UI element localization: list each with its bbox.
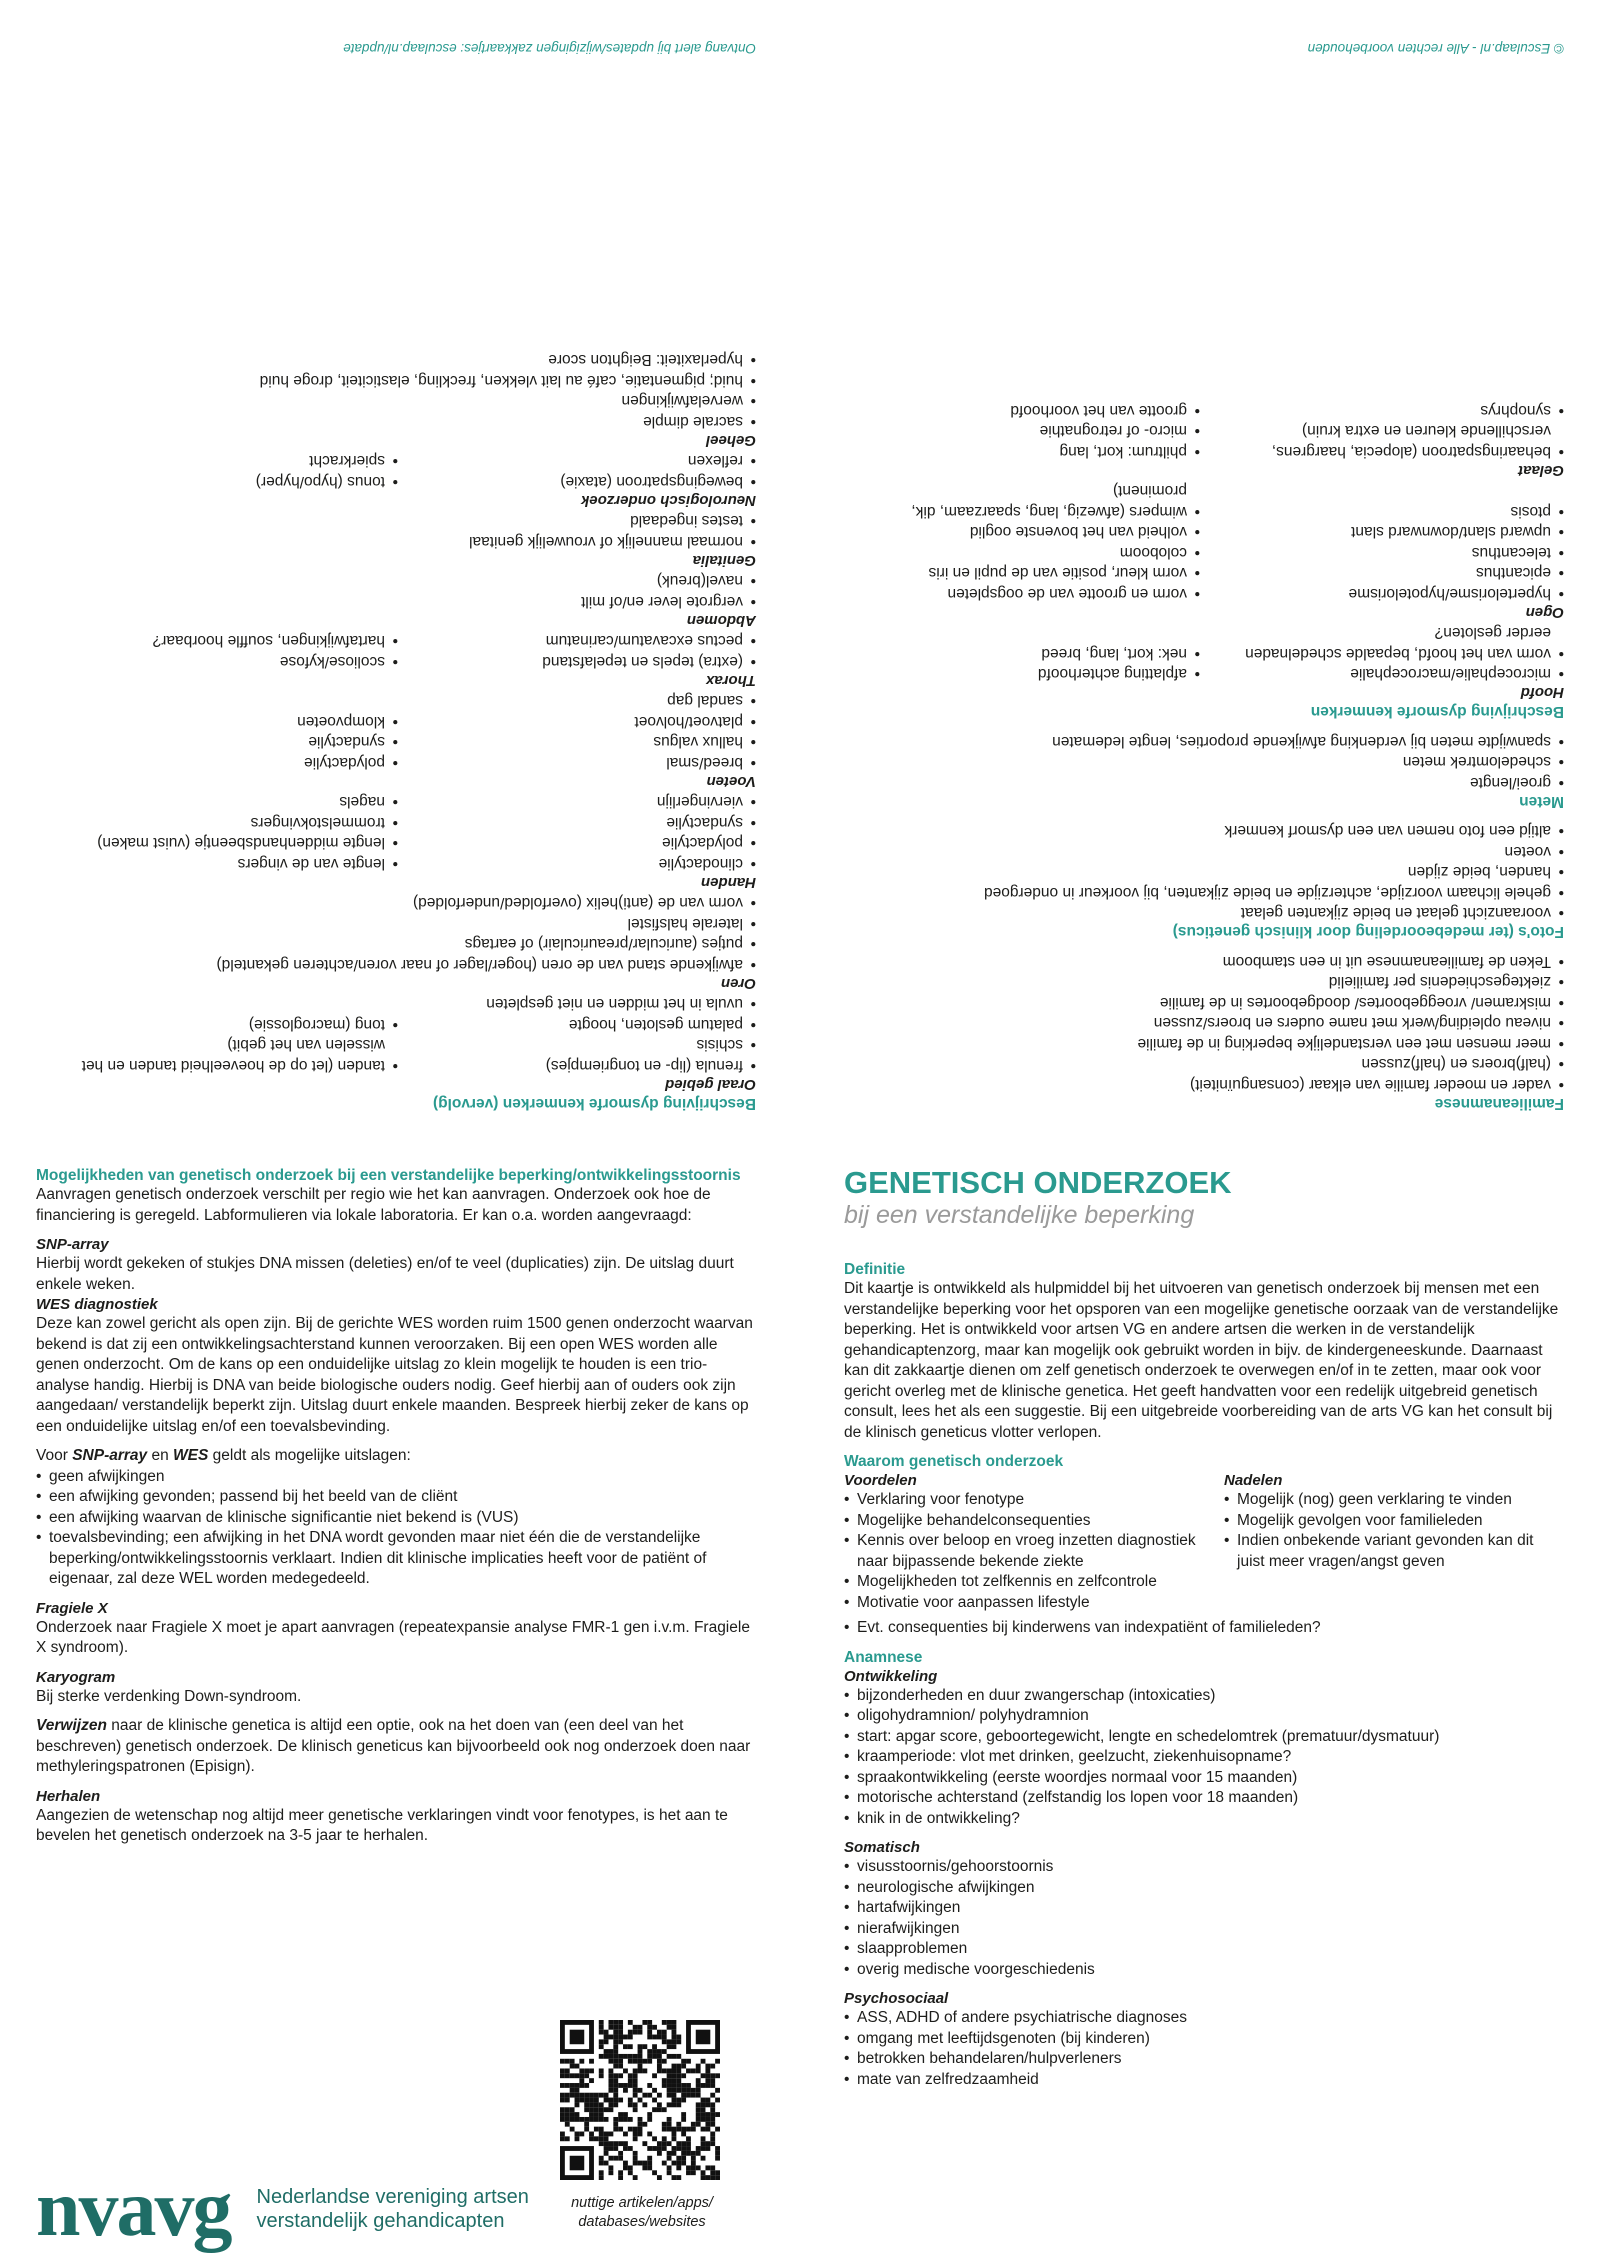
section-title: Familieanamnese: [1434, 1095, 1564, 1112]
subsection-title: Genitalia: [692, 552, 756, 569]
list-item: • motorische achterstand (zelfstandig los lopen voor 18 maanden): [844, 1788, 1560, 1809]
list-item: • Mogelijkheden tot zelfkennis en zelfcontrole: [844, 1572, 1224, 1593]
list-item: • vorm en grootte van de oogspleten: [836, 583, 1200, 604]
list-item: • palatum gesloten, hoogte: [398, 1014, 756, 1035]
list-item: • gehele lichaam voorzijde, achterzijde en beide zijkanten, bij voorkeur in ondergoed: [836, 882, 1564, 903]
body-text: Bij sterke verdenking Down-syndroom.: [36, 1687, 302, 1705]
subsection-title: Hoofd: [1520, 684, 1564, 702]
list-item: • syndactylie: [40, 731, 398, 752]
list-item: • start: apgar score, geboortegewicht, lengte en schedelomtrek (prematuur/dysmatuur): [844, 1727, 1560, 1748]
logo-wordmark: nvavg: [36, 2165, 231, 2253]
list-item: • sacrale dimple: [40, 411, 756, 432]
section-title: Mogelijkheden van genetisch onderzoek bij een verstandelijke beperking/ontwikkelingsstoornis: [36, 1167, 741, 1184]
list-item: • testes ingedaald: [40, 510, 756, 531]
list-item: • polydactylie: [398, 832, 756, 853]
list-item: • hartafwijkingen: [844, 1898, 1560, 1919]
two-column-list: [836, 480, 1564, 603]
subsection-title: Fragiele X: [36, 1599, 108, 1617]
list-item: • volheid van het bovenste ooglid: [836, 521, 1200, 542]
list-item: • sandal gap: [398, 690, 756, 711]
organisation-name: [257, 2185, 529, 2233]
list-item: • nek: kort, lang, breed: [836, 643, 1200, 664]
section-title: Waarom genetisch onderzoek: [844, 1453, 1064, 1470]
org-line: verstandelijk gehandicapten: [256, 2210, 505, 2232]
list-item: • miskramen/ vroeggeboortes/ doodgeboortes in de familie: [836, 992, 1564, 1013]
two-column-list: [40, 993, 756, 1075]
list-item: • nierafwijkingen: [844, 1919, 1560, 1940]
list-item: • hyperlaxiteit: Beighton score: [40, 349, 756, 370]
subsection-title: Geheel: [705, 432, 756, 449]
list-item: • groei/lengte: [836, 772, 1564, 793]
back-left-column: [800, 0, 1600, 1131]
list-item: • vorm van de (anti)helix (overfolded/underfolded): [40, 892, 756, 913]
two-column-list: [836, 622, 1564, 684]
list-item: • reflexen: [398, 450, 756, 471]
list-item: • toevalsbevinding; een afwijking in het DNA wordt gevonden maar niet één die de verstandelijke beperking/ontwikkelingsstoornis verklaart. Indien dit klinische implicaties heeft voor de patiënt of eigenaar, zal deze WEL worden medegedeeld.: [36, 1528, 760, 1590]
section-title: Definitie: [844, 1261, 906, 1278]
subsection-title: WES diagnostiek: [36, 1296, 158, 1313]
list-item: • ptosis: [1200, 501, 1564, 522]
list-item: • navel(breuk): [40, 570, 756, 591]
back-right-column: [0, 0, 800, 1131]
subsection-title: Psychosociaal: [844, 1990, 949, 2007]
list-item: • een afwijking gevonden; passend bij het beeld van de cliënt: [36, 1487, 760, 1508]
list-item: • tong (macroglossie): [40, 1014, 398, 1035]
list-item: • tonus (hypo/hyper): [40, 471, 398, 492]
list-item: • spierkracht: [40, 450, 398, 471]
nvavg-logo: [36, 2165, 529, 2253]
subsection-title: Oren: [720, 975, 756, 992]
two-column-list: [40, 630, 756, 671]
list-item: • vergrote lever en/of milt: [40, 591, 756, 612]
list-item: • clinodactylie: [398, 853, 756, 874]
body-text: Hierbij wordt gekeken of stukjes DNA missen (deleties) en/of te veel (duplicaties) zijn. De uitslag duurt enkele weken.: [36, 1255, 734, 1293]
list-item: • Motivatie voor aanpassen lifestyle: [844, 1593, 1224, 1614]
list-item: • omgang met leeftijdsgenoten (bij kinderen): [844, 2029, 1560, 2050]
list-item: • geen afwijkingen: [36, 1467, 760, 1488]
copyright-note: © Esculaap.nl - Alle rechten voorbehouden: [1307, 41, 1564, 56]
list-item: • oligohydramnion/ polyhydramnion: [844, 1706, 1560, 1727]
subsection-title: Voordelen: [844, 1472, 917, 1489]
list-item: • neurologische afwijkingen: [844, 1878, 1560, 1899]
subsection-title: Herhalen: [36, 1787, 101, 1805]
list-photos: [836, 820, 1564, 923]
subsection-title: Voeten: [706, 773, 756, 790]
two-column-list: [40, 791, 756, 873]
list-item: • betrokken behandelaren/hulpverleners: [844, 2049, 1560, 2070]
list-item: • lengte van de vingers: [40, 853, 398, 874]
list-item: • microcephalie/macrocephalie: [1200, 663, 1564, 684]
two-column-list: [40, 690, 756, 772]
two-column-list: [40, 450, 756, 491]
list-item: • Mogelijk (nog) geen verklaring te vinden: [1224, 1490, 1560, 1511]
list-item: • bijzonderheden en duur zwangerschap (intoxicaties): [844, 1686, 1560, 1707]
list-item: • hartafwijkingen, souffle hoorbaar?: [40, 630, 398, 651]
list-item: • grootte van het voorhoofd: [836, 400, 1200, 421]
subsection-title: Oraal gebied: [665, 1076, 756, 1093]
section-title: Meten: [1519, 793, 1564, 810]
list-item: • telecanthus: [1200, 542, 1564, 563]
subsection-title: Thorax: [705, 672, 756, 689]
list-item: • coloboom: [836, 542, 1200, 563]
list-item: • kraamperiode: vlot met drinken, geelzucht, ziekenhuisopname?: [844, 1747, 1560, 1768]
list-item: • meer mensen met een verstandelijke beperking in de familie: [836, 1033, 1564, 1054]
list-item: • Indien onbekende variant gevonden kan dit juist meer vragen/angst geven: [1224, 1531, 1560, 1572]
list-item: • Kennis over beloop en vroeg inzetten diagnostiek naar bijpassende bekende ziekte: [844, 1531, 1224, 1572]
subsection-title: Nadelen: [1224, 1472, 1283, 1489]
section-title: Beschrijving dysmorfe kenmerken: [1310, 703, 1564, 721]
list-item: • uvula in het midden en niet gespleten: [398, 993, 756, 1014]
list-item: • philtrum: kort, lang: [836, 441, 1200, 462]
list-item: • lengte middenhandsbeentje (vuist maken): [40, 832, 398, 853]
list-measure: [836, 731, 1564, 793]
list-item: • hypertelorisme/hypotelorisme: [1200, 583, 1564, 604]
list-item: • Evt. consequenties bij kinderwens van indexpatiënt of familieleden?: [844, 1618, 1560, 1639]
referral-text: Verwijzen naar de klinische genetica is altijd een optie, ook na het doen van (een deel van het beschreven) genetisch onderzoek. De klinisch geneticus kan bijvoorbeeld ook nog onderzoek doen naar methyleringspatronen (Episign).: [36, 1717, 751, 1775]
list-item: • (extra) tepels en tepelafstand: [398, 651, 756, 672]
list-item: • knik in de ontwikkeling?: [844, 1809, 1560, 1830]
list-item: • vorm van het hoofd, bepaalde schedelnaden eerder gesloten?: [1200, 622, 1564, 663]
list-item: • upward slant/downward slant: [1200, 521, 1564, 542]
subsection-title: Karyogram: [36, 1668, 116, 1686]
list-item: • mate van zelfredzaamheid: [844, 2070, 1560, 2091]
list-item: • epicanthus: [1200, 562, 1564, 583]
list-item: • scoliose/kyfose: [40, 651, 398, 672]
list-item: • wimpers (afwezig, lang, spaarzaam, dik, prominent): [836, 480, 1200, 521]
options-panel: [0, 1166, 800, 2262]
list-item: • spraakontwikkeling (eerste woordjes normaal voor 15 maanden): [844, 1768, 1560, 1789]
list-item: • Mogelijk gevolgen voor familieleden: [1224, 1511, 1560, 1532]
results-intro: Voor SNP-array en WES geldt als mogelijke uitslagen:: [36, 1447, 411, 1464]
list-item: • huid; pigmentatie, café au lait vlekken, freckling, elasticiteit, droge huid: [40, 370, 756, 391]
qr-caption: nuttige artikelen/apps/ databases/websites: [571, 2195, 713, 2230]
list-item: • vorm kleur, positie van de pupil en iris: [836, 562, 1200, 583]
list-item: • platvoet/holvoet: [398, 711, 756, 732]
subsection-title: Abdomen: [686, 612, 756, 629]
list-item: • normaal mannelijk of vrouwelijk genitaal: [40, 531, 756, 552]
list-item: • micro- of retrognathie: [836, 420, 1200, 441]
list-item: • hallux valgus: [398, 731, 756, 752]
list-item: • afwijkende stand van de oren (hoger/lager of naar voren/achteren gekanteld): [40, 954, 756, 975]
list-item: • een afwijking waarvan de klinische significantie niet bekend is (VUS): [36, 1508, 760, 1529]
list-item: • pectus excavatum/carinatum: [398, 630, 756, 651]
list-item: • klompvoeten: [40, 711, 398, 732]
definition-text: Dit kaartje is ontwikkeld als hulpmiddel bij het uitvoeren van genetisch onderzoek bij mensen met een verstandelijke beperking voor het opsporen van een mogelijke genetische oorzaak van de verstandelijke beperking. Het is ontwikkeld voor artsen VG en andere artsen die werken in de verstandelijk gehandicaptenzorg, maar kan mogelijk ook gebruikt worden in bijv. de kindergeneeskunde. Daarnaast kan dit zakkaartje dienen om zelf genetisch onderzoek te overwegen en/of in te zetten, maar ook voor gericht overleg met de klinische genetica. Het geeft handvatten voor een redelijk uitgebreid genetisch consult, lees het als een suggestie. Bij een uitgebreide voorbereiding van de arts VG kan het consult bij de klinisch geneticus vlotter verlopen.: [844, 1280, 1559, 1441]
list-item: • polydactylie: [40, 752, 398, 773]
list-item: • tanden (let op de hoeveelheid tanden en het wisselen van het gebit): [40, 1034, 398, 1075]
body-text: Aangezien de wetenschap nog altijd meer genetische verklaringen vindt voor fenotypes, is het aan te bevelen het genetisch onderzoek na 3-5 jaar te herhalen.: [36, 1806, 728, 1844]
list-item: • putjes (auricular/preauriculair) of eartags: [40, 933, 756, 954]
intro-text: Aanvragen genetisch onderzoek verschilt per regio wie het kan aanvragen. Onderzoek ook hoe de financiering is geregeld. Labformulieren via lokale laboratoria. Er kan o.a. worden aangevraagd:: [36, 1186, 711, 1224]
list-item: • bewegingspatroon (ataxie): [398, 471, 756, 492]
list-item: • laterale halsfistel: [40, 913, 756, 934]
list-item: • synophrys: [1200, 400, 1564, 421]
list-item: • wervelafwijkingen: [40, 390, 756, 411]
list-item: • visusstoornis/gehoorstoornis: [844, 1857, 1560, 1878]
page-subtitle: bij een verstandelijke beperking: [844, 1201, 1195, 1229]
body-text: Onderzoek naar Fragiele X moet je apart aanvragen (repeatexpansie analyse FMR-1 gen i.v.m. Fragiele X syndroom).: [36, 1618, 750, 1656]
subsection-title: Ontwikkeling: [844, 1667, 938, 1685]
list-item: • Verklaring voor fenotype: [844, 1490, 1224, 1511]
subsection-title: SNP-array: [36, 1236, 109, 1253]
list-item: • spanwijdte meten bij verdenking afwijkende proporties, lengte ledematen: [836, 731, 1564, 752]
list-item: • trommelstokvingers: [40, 812, 398, 833]
list-item: • (half)broers en (half)zussen: [836, 1053, 1564, 1074]
list-item: • Mogelijke behandelconsequenties: [844, 1511, 1224, 1532]
list-item: • schisis: [398, 1034, 756, 1055]
list-item: • Teken de familieanamnese uit in een stamboom: [836, 951, 1564, 972]
subsection-title: Handen: [700, 874, 756, 891]
list-item: • vooraanzicht gelaat en beide zijkanten gelaat: [836, 902, 1564, 923]
list-item: • ziektegeschiedenis per familielid: [836, 971, 1564, 992]
list-item: • vader en moeder familie van elkaar (consanguïniteit): [836, 1074, 1564, 1095]
list-item: • afplatting achterhoofd: [836, 663, 1200, 684]
page-title: GENETISCH ONDERZOEK: [844, 1165, 1232, 1200]
section-title: Foto's (ter medebeoordeling door klinisch geneticus): [1172, 923, 1564, 941]
qr-code[interactable]: [560, 2020, 720, 2180]
list-item: • ASS, ADHD of andere psychiatrische diagnoses: [844, 2008, 1560, 2029]
two-column-list: [836, 400, 1564, 462]
subsection-title: Gelaat: [1518, 462, 1564, 479]
list-item: • overig medische voorgeschiedenis: [844, 1960, 1560, 1981]
org-line: Nederlandse vereniging artsen: [256, 2186, 529, 2208]
list-item: • handen, beide zijden: [836, 861, 1564, 882]
subsection-title: Somatisch: [844, 1839, 920, 1856]
list-item: • breed/smal: [398, 752, 756, 773]
list-item: • syndactylie: [398, 812, 756, 833]
subsection-title: Neurologisch onderzoek: [580, 492, 756, 509]
body-text: Deze kan zowel gericht als open zijn. Bij de gerichte WES worden ruim 1500 genen onderzocht waarvan bekend is dat zij een ontwikkelingsachterstand kunnen veroorzaken. Bij een open WES worden alle genen onderzocht. Om de kans op een onduidelijke uitslag zo klein mogelijk te houden is een trio-analyse handig. Hierbij is DNA van beide biologische ouders nodig. Geef hierbij aan of ouders ook zijn aangedaan/ verstandelijk beperkt zijn. Uitslag duurt enkele maanden. Bespreek hierbij zeker de kans op een onduidelijke uitslag en/of een toevalsbevinding.: [36, 1315, 753, 1435]
section-title: Beschrijving dysmorfe kenmerken (vervolg): [432, 1095, 756, 1112]
list-item: • schedelomtrek meten: [836, 751, 1564, 772]
list-item: • niveau opleiding/werk met name ouders en broers/zussen: [836, 1012, 1564, 1033]
list-family: [836, 951, 1564, 1095]
subsection-title: Ogen: [1525, 604, 1564, 621]
list-item: • altijd een foto nemen van een dysmorf kenmerk: [836, 820, 1564, 841]
list-item: • viervingerlijn: [398, 791, 756, 812]
front-panel: [800, 1166, 1600, 2262]
update-alert-note: Ontvang alert bij updates/wijzigingen zakkaartjes: esculaap.nl/update: [343, 41, 756, 56]
list-item: • frenula (lip- en tongriempjes): [398, 1055, 756, 1076]
pros-cons: [844, 1471, 1560, 1613]
list-item: • nagels: [40, 791, 398, 812]
section-title: Anamnese: [844, 1648, 923, 1666]
qr-code-graphic: [560, 2020, 720, 2180]
list-item: • behaaringspatroon (alopecia, haargrens, verschillende kleuren en extra kruin): [1200, 420, 1564, 461]
list-item: • voeten: [836, 841, 1564, 862]
results-list: [36, 1467, 760, 1590]
list-item: • slaapproblemen: [844, 1939, 1560, 1960]
